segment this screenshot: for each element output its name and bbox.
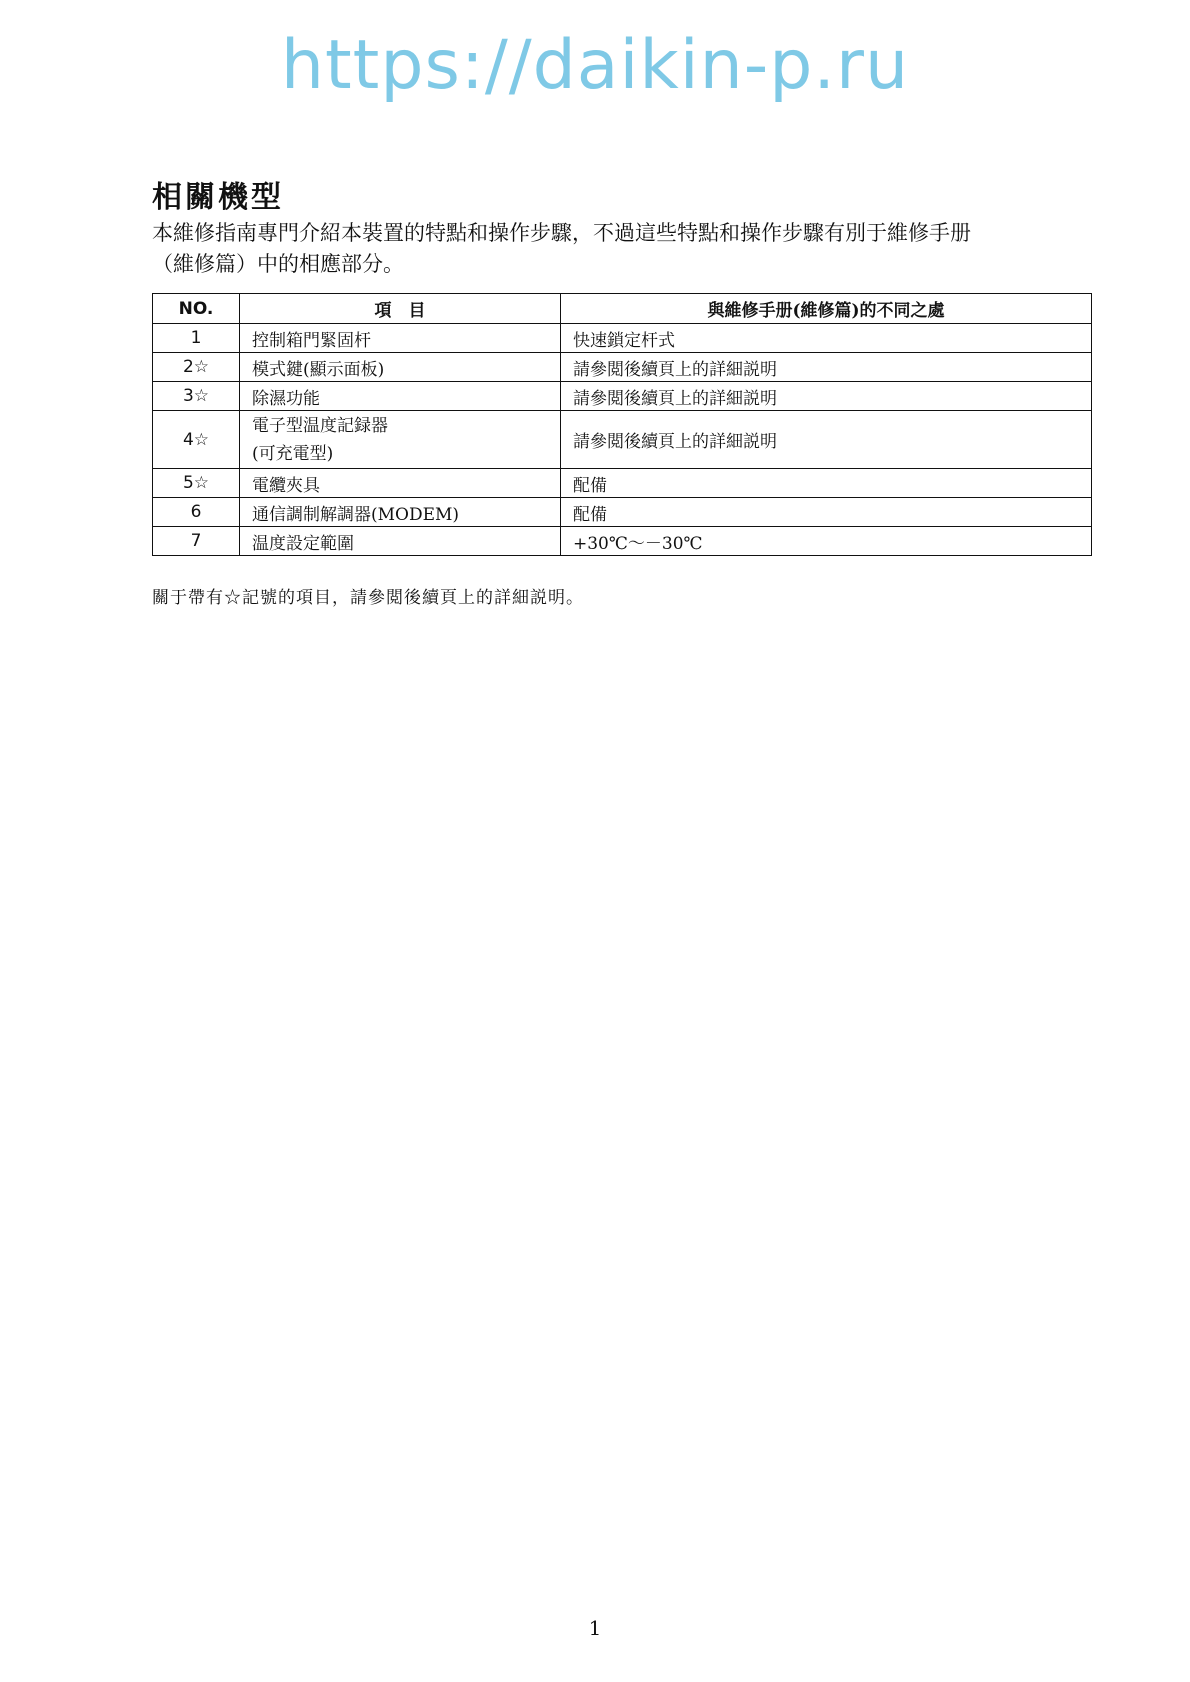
table-row xyxy=(153,469,1092,498)
row-no: 1 xyxy=(153,324,240,353)
table-row xyxy=(153,498,1092,527)
row-no: 7 xyxy=(153,527,240,556)
row-difference: +30℃～－30℃ xyxy=(561,527,1092,556)
row-item: 通信調制解調器(MODEM) xyxy=(240,498,561,527)
header-no: NO. xyxy=(153,294,240,324)
row-item-line-2: (可充電型) xyxy=(252,443,334,464)
row-difference: 快速鎖定杆式 xyxy=(561,324,1092,353)
row-item: 模式鍵(顯示面板) xyxy=(240,353,561,382)
row-no: 2☆ xyxy=(153,353,240,382)
table-row xyxy=(153,527,1092,556)
row-difference: 請參閲後續頁上的詳細説明 xyxy=(561,382,1092,411)
table-row xyxy=(153,353,1092,382)
row-difference: 配備 xyxy=(561,469,1092,498)
intro-line-2: （維修篇）中的相應部分。 xyxy=(152,252,404,276)
row-difference: 配備 xyxy=(561,498,1092,527)
watermark-url: https://daikin-p.ru xyxy=(280,26,910,105)
row-item: 温度設定範圍 xyxy=(240,527,561,556)
row-item-line-1: 電子型温度記録器 xyxy=(252,415,388,436)
table-row xyxy=(153,382,1092,411)
page-title: 相關機型 xyxy=(152,180,284,215)
intro-paragraph xyxy=(152,218,1092,280)
row-no: 3☆ xyxy=(153,382,240,411)
row-difference: 請參閲後續頁上的詳細説明 xyxy=(561,353,1092,382)
row-no: 5☆ xyxy=(153,469,240,498)
table-header-row xyxy=(153,294,1092,324)
header-item: 項 目 xyxy=(240,294,561,324)
row-item: 電纜夾具 xyxy=(240,469,561,498)
row-no: 4☆ xyxy=(153,411,240,469)
row-no: 6 xyxy=(153,498,240,527)
page-number: 1 xyxy=(588,1616,602,1640)
table-row xyxy=(153,411,1092,469)
row-item: 除濕功能 xyxy=(240,382,561,411)
header-difference: 與維修手册(維修篇)的不同之處 xyxy=(561,294,1092,324)
footnote: 關于帶有☆記號的項目，請參閲後續頁上的詳細説明。 xyxy=(152,588,584,608)
table-row xyxy=(153,324,1092,353)
row-item xyxy=(240,411,561,469)
row-item: 控制箱門緊固杆 xyxy=(240,324,561,353)
intro-line-1: 本維修指南專門介紹本裝置的特點和操作步驟，不過這些特點和操作步驟有別于維修手册 xyxy=(152,221,971,245)
model-differences-table xyxy=(152,293,1092,556)
row-difference: 請參閲後續頁上的詳細説明 xyxy=(561,411,1092,469)
